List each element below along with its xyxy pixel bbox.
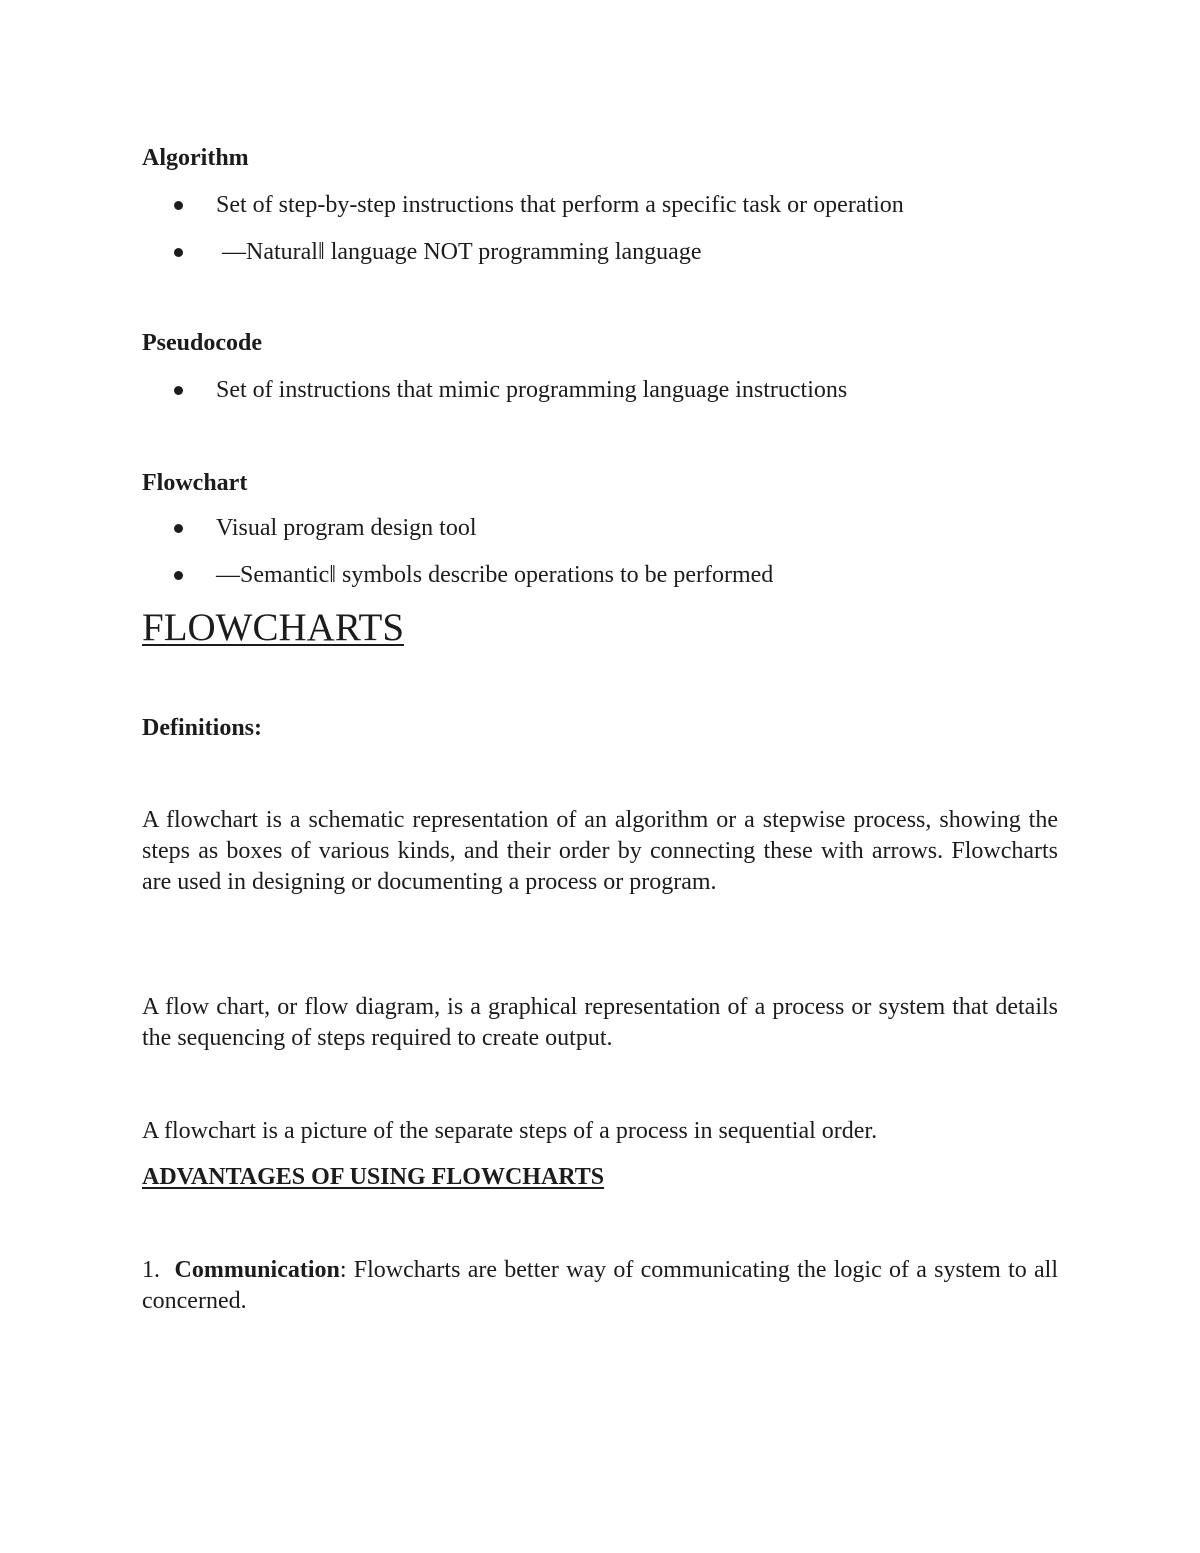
list-item bbox=[142, 560, 1062, 590]
bullet-text: Set of instructions that mimic programming language instructions bbox=[216, 377, 848, 403]
bullet-icon bbox=[174, 248, 183, 257]
definition-paragraph-3: A flowchart is a picture of the separate steps of a process in sequential order. bbox=[142, 1118, 878, 1144]
bullet-text: Visual program design tool bbox=[216, 515, 477, 541]
flowchart-heading: Flowchart bbox=[142, 470, 248, 496]
bullet-text: —Natural‖ language NOT programming language bbox=[216, 239, 702, 265]
definition-paragraph-1: A flowchart is a schematic representation of an algorithm or a stepwise process, showing the steps as boxes of various kinds, and their order by connecting these with arrows. Flowcharts are used in designing or documenting a process or program. bbox=[142, 807, 1058, 895]
advantage-text: : Flowcharts are better way of communicating the logic of a system to all concerned. bbox=[142, 1257, 1058, 1314]
pseudocode-heading: Pseudocode bbox=[142, 330, 262, 356]
list-item bbox=[142, 190, 1062, 220]
list-item bbox=[142, 513, 1062, 543]
page-title: FLOWCHARTS bbox=[142, 606, 405, 649]
bullet-text: Set of step-by-step instructions that perform a specific task or operation bbox=[216, 192, 904, 218]
bullet-icon bbox=[174, 524, 183, 533]
bullet-icon bbox=[174, 571, 183, 580]
list-item bbox=[142, 375, 1062, 405]
bullet-icon bbox=[174, 201, 183, 210]
algorithm-heading: Algorithm bbox=[142, 145, 249, 171]
advantages-title: ADVANTAGES OF USING FLOWCHARTS bbox=[142, 1164, 605, 1190]
advantage-item-1 bbox=[142, 1255, 1058, 1317]
advantage-term: Communication bbox=[174, 1257, 340, 1283]
bullet-icon bbox=[174, 386, 183, 395]
bullet-text: —Semantic‖ symbols describe operations to be performed bbox=[216, 562, 774, 588]
definitions-label: Definitions: bbox=[142, 715, 262, 741]
definition-paragraph-2: A flow chart, or flow diagram, is a graphical representation of a process or system that details the sequencing of steps required to create output. bbox=[142, 994, 1058, 1051]
advantage-number: 1. bbox=[142, 1257, 160, 1283]
list-item bbox=[142, 237, 1062, 267]
